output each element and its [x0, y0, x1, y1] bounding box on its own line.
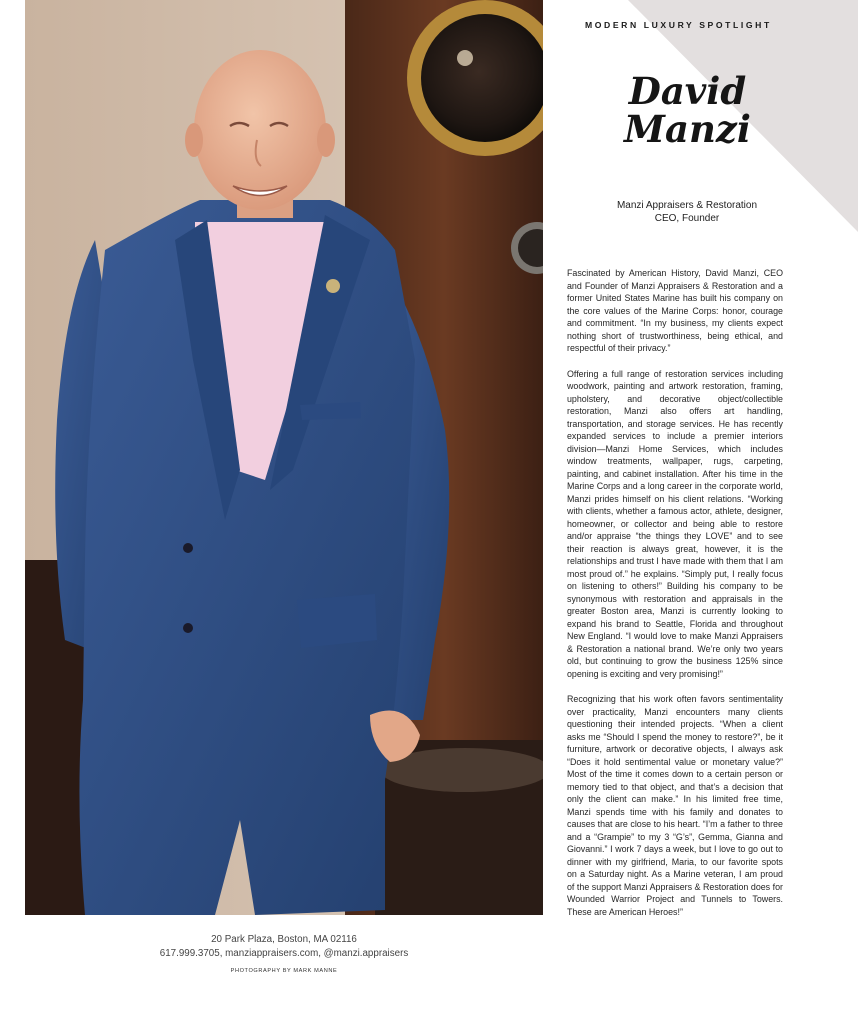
portrait-photo [25, 0, 543, 915]
contact-details: 617.999.3705, manziappraisers.com, @manzi.appraisers [159, 947, 409, 959]
section-label: MODERN LUXURY SPOTLIGHT [585, 20, 772, 30]
article-paragraph: Recognizing that his work often favors sentimentality over practicality, Manzi encounters many clients questioning their intended projects. “When a client asks me “Should I spend the money to restore?”, be it furniture, artwork or decorative objects, I always ask “Does it hold sentimental value or monetary value?” Most of the time it comes down to a certain person or memory tied to that object, and that’s a decision that only the client can make.” In his limited free time, Manzi spends time with his family and donates to causes that are close to his heart. “I’m a father to three and a “Grampie” to my 3 “G’s”, Gemma, Gianna and Giovanni.” I work 7 days a week, but I love to go out to dinner with my girlfriend, Maria, to our favorite spots on a Saturday night. As a Marine veteran, I am proud of the support Manzi Appraisers & Restoration does for Wounded Warrior Project and Tunnels to Towers. These are American Heroes!” [567, 694, 783, 917]
article-paragraph: Fascinated by American History, David Manzi, CEO and Founder of Manzi Appraisers & Restoration and a former United States Marine has built his company on the core values of the Marine Corps: honor, courage and commitment. “In my business, my clients expect nothing short of trustworthiness, being ethical, and respectful of their privacy.” [567, 268, 783, 353]
first-name: David [628, 69, 747, 113]
article-body [567, 267, 783, 931]
photo-credit: PHOTOGRAPHY BY MARK MANNE [230, 968, 338, 974]
company-name: Manzi Appraisers & Restoration [616, 200, 758, 211]
contact-info [25, 933, 543, 960]
last-name: Manzi [624, 107, 751, 151]
article-paragraph: Offering a full range of restoration services including woodwork, painting and artwork restoration, framing, upholstery, and decorative object/collectible restoration, Manzi also offers art handling, transportation, and storage services. He has recently expanded services to include a premier interiors division—Manzi Home Services, which includes window treatments, wallpaper, rugs, carpeting, painting, and cabinet installation. After his time in the Marine Corps and a long career in the corporate world, Manzi prides himself on his client relations. “Working with clients, whether a famous actor, athlete, designer, homeowner, or collector and being able to restore and/or appraise “the things they LOVE” and to see their reaction is always great, however, it is the relationships and trust I have made with them that I am most proud of.” he explains. “Simply put, I really focus on listening to others!” Building his company to be synonymous with restoration and appraisals in the greater Boston area, Manzi is currently looking to expand his brand to Seattle, Florida and throughout New England. “I would love to make Manzi Appraisers & Restoration a national brand. We’re only two years old, but continuing to grow the business 125% since opening is exciting and very promising!” [567, 368, 783, 679]
profile-name [600, 69, 775, 151]
address: 20 Park Plaza, Boston, MA 02116 [211, 934, 357, 945]
profile-role [560, 199, 814, 225]
job-title: CEO, Founder [654, 213, 720, 224]
